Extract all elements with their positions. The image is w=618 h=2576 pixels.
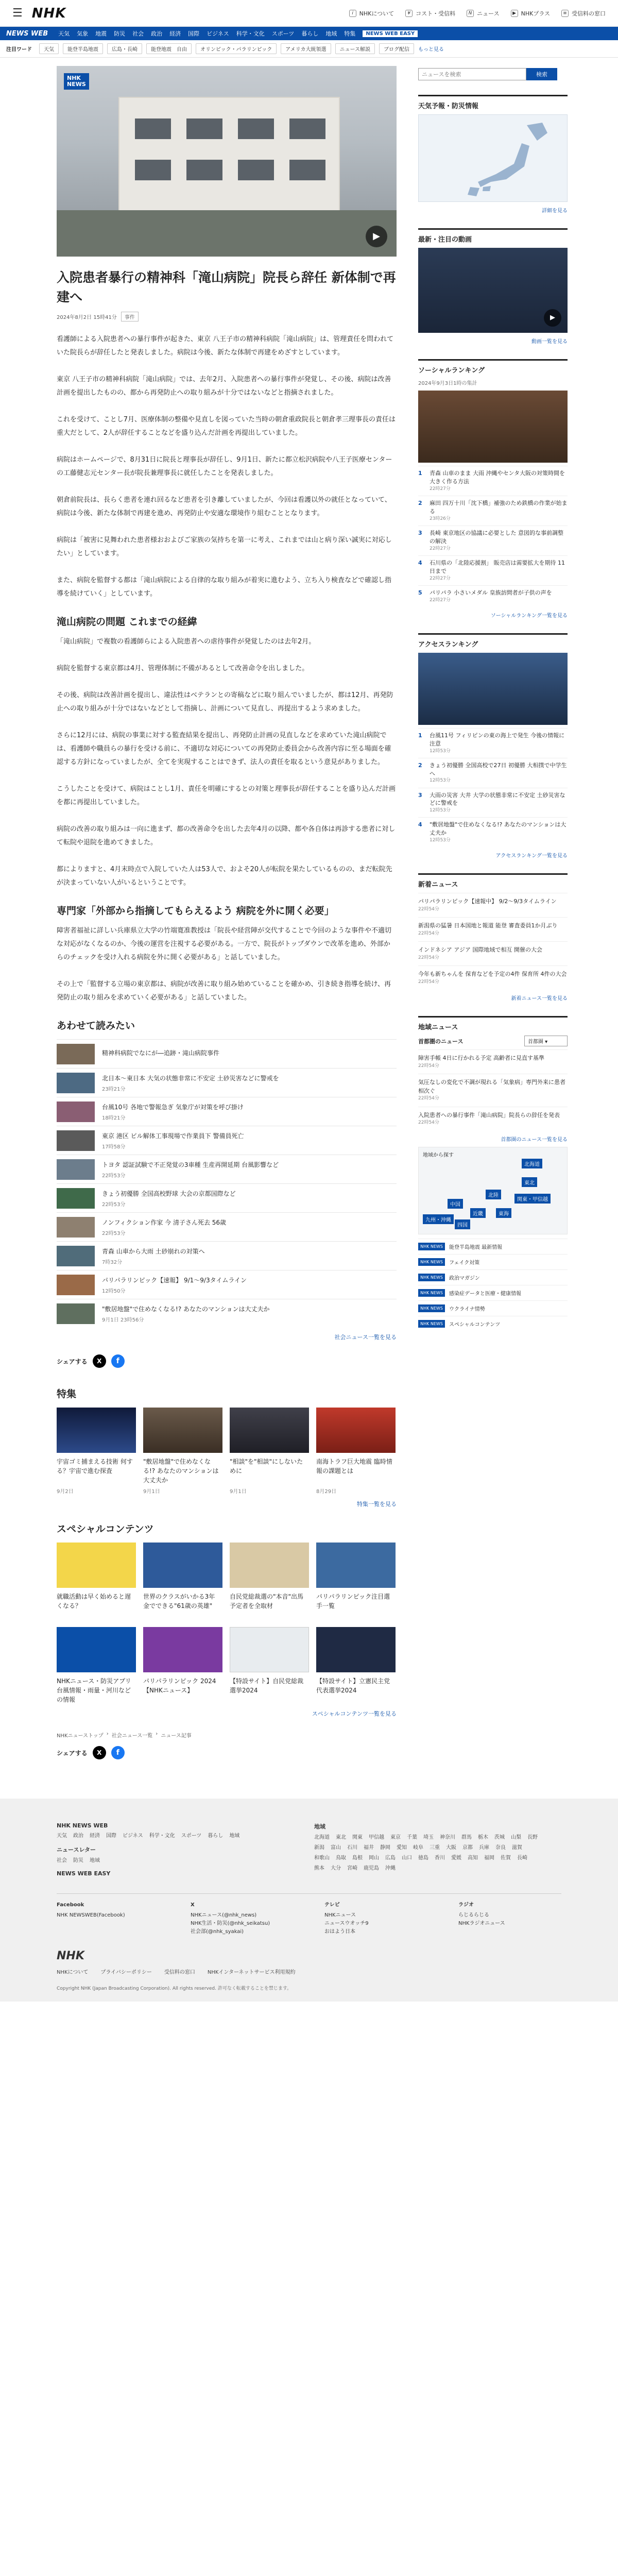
latest-news-more-link[interactable]: 新着ニュース一覧を見る	[511, 996, 568, 1002]
sidebar	[418, 66, 568, 1778]
newsbar-item[interactable]: 経済	[169, 30, 181, 37]
footer-link[interactable]: 地域	[90, 1858, 100, 1863]
share-bar	[57, 1354, 397, 1368]
footer-links	[57, 1968, 561, 1975]
region-button[interactable]: 中国	[448, 1199, 463, 1209]
related-item[interactable]: 北日本〜東日本 大気の状態非常に不安定 土砂災害などに警戒を 23時21分	[57, 1068, 397, 1097]
footer-sns-group	[57, 1901, 160, 1936]
related-item[interactable]: 青森 山車から大雨 土砂崩れの対策へ 7時32分	[57, 1241, 397, 1270]
footer-region-link[interactable]: 福井	[364, 1845, 374, 1851]
region-title: 地域ニュース	[418, 1016, 568, 1031]
footer-link[interactable]: 国際	[106, 1833, 116, 1839]
article-subheading: 専門家「外部から指摘してもらえるよう 病院を外に開く必要」	[57, 905, 334, 917]
footer-region-link[interactable]: 兵庫	[479, 1845, 489, 1851]
x-share-icon[interactable]: X	[93, 1746, 106, 1759]
banner-link[interactable]: NHK NEWS 政治マガジン	[418, 1269, 568, 1285]
footer-link[interactable]: 科学・文化	[149, 1833, 175, 1839]
article-paragraph: これを受けて、ことし7月、医療体制の整備や見直しを図っていた当時の朝倉重政院長と朝倉孝三理事長の責任は重大だとして、2人が辞任することなどを盛り込んだ計画を再提出していました。	[57, 416, 396, 437]
thumbnail	[57, 1275, 95, 1295]
footer-region-link[interactable]: 甲信越	[369, 1835, 384, 1840]
footer-sns-heading: X	[191, 1902, 195, 1908]
access-item[interactable]: 3 大雨の災害 大井 大学の状態非常に不安定 土砂災害などに警戒を 12時53分	[418, 788, 568, 818]
footer-region-link[interactable]: 沖縄	[385, 1866, 396, 1871]
newsbar-item[interactable]: 政治	[151, 30, 163, 37]
related-item[interactable]: "敷居地盤"で住めなくなる!? あなたのマンションは大丈夫か 9月1日 23時56分	[57, 1299, 397, 1328]
related-item[interactable]: パリパラリンピック【速報】 9/1〜9/3タイムライン 12時50分	[57, 1270, 397, 1299]
site-footer	[0, 1799, 618, 2002]
newsbar-item[interactable]: 国際	[188, 30, 200, 37]
keyword-label: 注目ワード	[6, 47, 32, 53]
article-body	[57, 333, 397, 1005]
newsbar-item[interactable]: 地震	[95, 30, 107, 37]
footer-region-link[interactable]: 徳島	[418, 1855, 428, 1861]
region-button[interactable]: 東海	[496, 1208, 511, 1218]
article-paragraph: その上で「監督する立場の東京都は、病院が改善に取り組み始めていることを確かめ、引き続き指導を続け、再発防止の取り組みを求めていく必要がある」と話していました。	[57, 980, 391, 1002]
region-button[interactable]: 北陸	[486, 1190, 501, 1199]
breadcrumb: NHKニューストップ › 社会ニュース一覧 › ニュース記事	[57, 1731, 192, 1739]
article-hero-image[interactable]	[57, 66, 397, 257]
banner-link[interactable]: NHK NEWS ウクライナ情勢	[418, 1300, 568, 1316]
play-icon[interactable]: ▶	[544, 309, 561, 327]
article-paragraph: 「滝山病院」で複数の看護師らによる入院患者への虐待事件が発覚したのは去年2月。	[57, 638, 316, 646]
footer-region-link[interactable]: 京都	[462, 1845, 473, 1851]
news-web-easy-button[interactable]: NEWS WEB EASY	[363, 30, 418, 37]
footer-link[interactable]: 暮らし	[208, 1833, 224, 1839]
features-more-link[interactable]: 特集一覧を見る	[357, 1501, 397, 1507]
footer-sns-link[interactable]: NHK NEWSWEB(Facebook)	[57, 1912, 125, 1918]
footer-region-link[interactable]: 岐阜	[413, 1845, 423, 1851]
newsbar-item[interactable]: 科学・文化	[236, 30, 265, 37]
latest-news-item[interactable]: インドネシア アジア 国際地域で相互 開催の大会 22時54分	[418, 941, 568, 965]
keyword-chip[interactable]: オリンピック・パラリンピック	[196, 43, 277, 54]
footer-link[interactable]: 防災	[73, 1858, 83, 1863]
search-box	[418, 68, 568, 80]
footer-sns-group	[191, 1901, 294, 1936]
article-paragraph: また、病院を監督する都は「滝山病院による自律的な取り組みが着実に進むよう、立ち入り検査などで確認し指導を続けていく」としています。	[57, 577, 392, 598]
feature-card[interactable]: 宇宙ゴミ捕まえる技術 何する？宇宙で進む探査 9月2日	[57, 1408, 136, 1495]
article-paragraph: 看護師による入院患者への暴行事件が起きた、東京 八王子市の精神科病院「滝山病院」は、管理責任を問われていた院長らが辞任したと発表しました。病院は今後、新たな体制で再建をめざすとしています。	[57, 335, 394, 357]
footer-region-link[interactable]: 佐賀	[501, 1855, 511, 1861]
region-button[interactable]: 北海道	[522, 1159, 542, 1168]
latest-news-item[interactable]: 新潟県の猛暑 日本国地と報道 能登 審査委員1か月ぶり 22時54分	[418, 917, 568, 941]
region-select[interactable]: 首都圏 ▾	[524, 1036, 568, 1046]
nhk-news-badge: NHK NEWS	[64, 73, 89, 90]
thumbnail	[57, 1159, 95, 1180]
keyword-chip[interactable]: アメリカ大統領選	[281, 43, 331, 54]
footer-region-link[interactable]: 北海道	[314, 1835, 330, 1840]
special-card[interactable]: 就職活動は早く始めると遅くなる？	[57, 1543, 136, 1620]
feature-card[interactable]: "相談"を"相談"にしないために 9月1日	[230, 1408, 309, 1495]
play-icon[interactable]: ▶	[366, 226, 387, 247]
weather-map[interactable]	[418, 114, 568, 202]
breadcrumb-item[interactable]: NHKニューストップ	[57, 1733, 104, 1739]
footer-sns-link[interactable]: NHK生活・防災(@nhk_seikatsu)	[191, 1921, 270, 1926]
access-item[interactable]: 4 "敷居地盤"で住めなくなる!? あなたのマンションは大丈夫か 12時53分	[418, 817, 568, 847]
footer-region-link[interactable]: 茨城	[494, 1835, 505, 1840]
footer-heading[interactable]: NEWS WEB EASY	[57, 1870, 111, 1877]
footer-region-links	[314, 1817, 541, 1880]
article-paragraph: 朝倉前院長は、長らく患者を連れ回るなど患者を引き離していましたが、今回は看護以外の就任となっていて、病院は今後、新たな体制で再建を進め、再発防止や安適な環境作り組むこととなります。	[57, 496, 391, 517]
region-map	[418, 1147, 568, 1234]
nav-news[interactable]: N ニュース	[467, 9, 499, 18]
footer-region-link[interactable]: 山梨	[511, 1835, 521, 1840]
footer-region-link[interactable]: 島根	[352, 1855, 363, 1861]
region-news-item[interactable]: 気圧なしの変化で不調が現れる「気象病」専門外来に患者相次ぐ 22時54分	[418, 1074, 568, 1107]
article-paragraph: 病院は「被害に見舞われた患者様おおよびご家族の気持ちを第一に考え、これまでは山と病り深い誠実に対応したい」としています。	[57, 536, 392, 557]
special-more-link[interactable]: スペシャルコンテンツ一覧を見る	[312, 1710, 397, 1717]
search-button[interactable]: 検索	[526, 68, 557, 80]
ranking-item[interactable]: 4 石川県の「北陸応援割」 販売店は需要拡大を期待 11日まで 22時27分	[418, 555, 568, 585]
footer-region-link[interactable]: 福岡	[484, 1855, 494, 1861]
weather-detail-link[interactable]: 詳細を見る	[542, 208, 568, 214]
thumbnail	[57, 1217, 95, 1238]
footer-sns-link[interactable]: ニュースウオッチ9	[324, 1921, 369, 1926]
footer-region-link[interactable]: 広島	[385, 1855, 396, 1861]
region-button[interactable]: 東北	[522, 1177, 537, 1187]
feature-image	[143, 1408, 222, 1453]
banner-link[interactable]: NHK NEWS スペシャルコンテンツ	[418, 1316, 568, 1331]
article-paragraph: 病院を監督する東京都は4月、管理体制に不備があるとして改善命令を出しました。	[57, 665, 309, 672]
global-nav	[349, 9, 606, 18]
thumbnail	[57, 1303, 95, 1324]
feature-image	[230, 1408, 309, 1453]
banner-link[interactable]: NHK NEWS フェイク対策	[418, 1254, 568, 1269]
footer-region-link[interactable]: 大分	[331, 1866, 341, 1871]
newsbar-item[interactable]: 気象	[77, 30, 89, 37]
news-web-bar	[0, 27, 618, 40]
keyword-chip[interactable]: ブログ配信	[379, 43, 414, 54]
footer-region-link[interactable]: 千葉	[407, 1835, 417, 1840]
related-title: あわせて読みたい	[57, 1020, 135, 1031]
region-more-link[interactable]: 首都圏のニュース一覧を見る	[501, 1137, 568, 1143]
thumbnail	[57, 1130, 95, 1151]
footer-sns-group	[324, 1901, 427, 1936]
footer-sns-link[interactable]: NHKニュース	[324, 1912, 356, 1918]
newsbar-item[interactable]: 天気	[58, 30, 70, 37]
footer-region-link[interactable]: 関東	[352, 1835, 363, 1840]
keyword-chip[interactable]: 広島・長崎	[107, 43, 142, 54]
breadcrumb-item: ニュース記事	[161, 1733, 192, 1739]
access-more-link[interactable]: アクセスランキング一覧を見る	[495, 853, 568, 859]
thumbnail	[57, 1044, 95, 1064]
article-paragraph: 都によりますと、4月末時点で入院していた人は53人で、およそ20人が転院を果たしているものの、まだ転院先が決まっていない人がいるということです。	[57, 866, 392, 887]
footer-sns-link[interactable]: おはよう日本	[324, 1929, 355, 1935]
facebook-share-icon[interactable]: f	[111, 1746, 125, 1759]
latest-news-item[interactable]: 今年も新ちゃんを 保育などを予定の4件 保育所 4件の大会 22時54分	[418, 965, 568, 990]
search-input[interactable]	[418, 68, 526, 80]
footer-logo[interactable]: NHK	[57, 1950, 84, 1962]
latest-news-item[interactable]: パリパラリンピック【速報中】 9/2〜9/3タイムライン 22時54分	[418, 893, 568, 917]
footer-link[interactable]: スポーツ	[181, 1833, 202, 1839]
banner-link[interactable]: NHK NEWS 感染症データと医療・健康情報	[418, 1285, 568, 1300]
footer-region-link[interactable]: 鳥取	[336, 1855, 346, 1861]
ranking-title: ソーシャルランキング	[418, 359, 568, 375]
article-paragraph: さらに12月には、病院の事業に対する監査結果を提出し、再発防止計画の見直しなどを求めていた滝山病院では、看護師や職員らの暴行を受ける前に、不適切な対応についての再発防止委員会から改善内容に至る場面を確認する方針になっていましたが、全てを実現することはできず、法人の責任を取るという意見がありました。	[57, 732, 391, 766]
nav-plus[interactable]: ▶ NHKプラス	[511, 9, 550, 18]
access-top-image[interactable]	[418, 653, 568, 725]
special-card[interactable]: パリパラリンピック注目選手一覧	[316, 1543, 396, 1620]
news-icon: N	[467, 10, 474, 17]
keyword-chip[interactable]: 天気	[39, 43, 59, 54]
footer-region-link[interactable]: 東京	[390, 1835, 401, 1840]
footer-sns-link[interactable]: 社会部(@nhk_syakai)	[191, 1929, 244, 1935]
features-list	[57, 1408, 397, 1495]
newsbar-item[interactable]: 地域	[325, 30, 337, 37]
copyright: Copyright NHK (Japan Broadcasting Corporation). All rights reserved. 許可なく転載することを禁じます。	[57, 1986, 292, 1991]
share-bar-bottom	[57, 1746, 397, 1759]
related-item[interactable]: 台風10号 各地で警報急ぎ 気象庁が対策を呼び掛け 18時21分	[57, 1097, 397, 1126]
article-subheading: 滝山病院の問題 これまでの経緯	[57, 616, 197, 628]
footer-region-link[interactable]: 静岡	[380, 1845, 390, 1851]
featured-video[interactable]	[418, 248, 568, 333]
special-image	[143, 1543, 222, 1588]
region-header	[418, 1036, 568, 1046]
region-news-item[interactable]: 障害手帳 4日に行かれる予定 高齢者に見直す基準 22時54分	[418, 1049, 568, 1074]
related-item[interactable]: 精神科病院でなにが―追跡・滝山病院事件	[57, 1039, 397, 1068]
footer-region-link[interactable]: 埼玉	[423, 1835, 434, 1840]
access-title: アクセスランキング	[418, 633, 568, 649]
newsbar-item[interactable]: 防災	[114, 30, 126, 37]
menu-icon[interactable]: ☰	[12, 7, 23, 20]
thumbnail	[57, 1101, 95, 1122]
footer-heading: ニュースレター	[57, 1846, 96, 1853]
footer-region-link[interactable]: 新潟	[314, 1845, 324, 1851]
footer-news-links	[57, 1817, 283, 1880]
access-item[interactable]: 1 台風11号 フィリピンの東の海上で発生 今後の情報に注意 12時53分	[418, 728, 568, 758]
region-button[interactable]: 関東・甲信越	[514, 1194, 551, 1204]
region-button[interactable]: 四国	[455, 1219, 470, 1229]
ranking-more-link[interactable]: ソーシャルランキング一覧を見る	[490, 613, 568, 619]
special-list	[57, 1543, 397, 1620]
footer-sns-link[interactable]: らじるらじる	[458, 1912, 489, 1918]
special-image	[143, 1627, 222, 1672]
article-meta	[57, 312, 397, 321]
special-card[interactable]: 世界のクラスがいかる3年 金でできる"61歳の英雄"	[143, 1543, 222, 1620]
footer-sns	[57, 1901, 561, 1936]
ranking-top-image[interactable]	[418, 391, 568, 463]
footer-policy-link[interactable]: NHKについて	[57, 1970, 89, 1975]
banner-link[interactable]: NHK NEWS 能登半島地震 最新情報	[418, 1239, 568, 1254]
newsbar-item[interactable]: スポーツ	[271, 30, 295, 37]
keyword-chip[interactable]: 能登半島地震	[63, 43, 103, 54]
related-list	[57, 1039, 397, 1328]
thumbnail	[57, 1188, 95, 1209]
footer-link[interactable]: 天気	[57, 1833, 67, 1839]
related-item[interactable]: 東京 港区 ビル解体工事現場で作業員下 警備員死亡 17時58分	[57, 1126, 397, 1155]
access-item[interactable]: 2 きょう初優勝 全国高校で27日 初優勝 大相撲で中学生へ 12時53分	[418, 758, 568, 788]
footer-region-link[interactable]: 宮崎	[347, 1866, 357, 1871]
footer-heading: 地域	[314, 1823, 325, 1830]
newsbar-item[interactable]: 暮らし	[301, 30, 319, 37]
special-card[interactable]: NHKニュース・防災アプリ 台風情報・雨量・河川などの情報	[57, 1627, 136, 1704]
article-paragraph: 病院の改善の取り組みは一向に進まず、都の改善命令を出した去年4月の以降、都や各自体は再診する患者に対して転院や退院を進めてきました。	[57, 825, 396, 846]
footer-link[interactable]: 経済	[90, 1833, 100, 1839]
footer-region-link[interactable]: 鹿児島	[364, 1866, 379, 1871]
x-share-icon[interactable]: X	[93, 1354, 106, 1368]
newsbar-item[interactable]: 特集	[344, 30, 356, 37]
nav-fee[interactable]: ≡ 受信料の窓口	[561, 9, 606, 18]
thumbnail	[57, 1073, 95, 1093]
footer-region-link[interactable]: 愛知	[397, 1845, 407, 1851]
footer-sns-heading: テレビ	[324, 1902, 340, 1908]
footer-region-link[interactable]: 大阪	[446, 1845, 456, 1851]
special-card[interactable]: パリパラリンピック 2024【NHKニュース】	[143, 1627, 222, 1704]
ranking-item[interactable]: 5 パリパラ 小さいメダル 皇族訪問者が子供の声を 22時27分	[418, 585, 568, 607]
ranking-item[interactable]: 2 麻田 四万十川「沈下橋」補強のため鉄橋の作業が始まる 23時26分	[418, 496, 568, 526]
footer-region-link[interactable]: 長崎	[517, 1855, 527, 1861]
footer-region-link[interactable]: 滋賀	[512, 1845, 522, 1851]
play-icon: ▶	[511, 10, 518, 17]
keyword-more-link[interactable]: もっと見る	[418, 47, 444, 53]
footer-region-link[interactable]: 高知	[468, 1855, 478, 1861]
footer-region-link[interactable]: 富山	[331, 1845, 341, 1851]
breadcrumb-item[interactable]: 社会ニュース一覧	[111, 1733, 153, 1739]
category-tag[interactable]: 事件	[121, 312, 139, 321]
footer-region-link[interactable]: 山口	[402, 1855, 412, 1861]
info-icon: i	[349, 10, 356, 17]
nav-cost[interactable]: ¥ コスト・受信料	[405, 9, 455, 18]
footer-sns-link[interactable]: NHKラジオニュース	[458, 1921, 505, 1926]
related-item[interactable]: きょう初優勝 全国高校野球 大会の京都国際など 22時53分	[57, 1183, 397, 1212]
building-image	[118, 97, 340, 215]
footer-heading: NHK NEWS WEB	[57, 1822, 108, 1829]
special-image	[230, 1543, 309, 1588]
footer-region-link[interactable]: 熊本	[314, 1866, 324, 1871]
related-item[interactable]: ノンフィクション作家 今 清子さん死去 56歳 22時53分	[57, 1212, 397, 1241]
footer-region-link[interactable]: 愛媛	[451, 1855, 461, 1861]
ranking-subtitle: 2024年9月3日1時の集計	[418, 381, 477, 386]
special-image	[57, 1543, 136, 1588]
footer-link[interactable]: 政治	[73, 1833, 83, 1839]
article-paragraph: 病院はホームページで、8月31日に院長と理事長が辞任し、9月1日、新たに都立松沢病院や八王子医療センターの工藤健志元センター長が院長兼理事長に就任したことを発表しました。	[57, 456, 392, 477]
region-button[interactable]: 九州・沖縄	[423, 1214, 454, 1224]
article-paragraph: 障害者福祉に詳しい兵庫県立大学の竹端寛准教授は「院長や経営陣が交代することで今回のような事件や不適切な対応がなくなるのか、今後の運営を注視する必要がある。一方で、院長がトップダウンで改革を進め、外部からのチェックを受け入れる病院を外に開く必要がある」と話していました。	[57, 927, 392, 961]
footer-region-link[interactable]: 三重	[430, 1845, 440, 1851]
footer-region-link[interactable]: 和歌山	[314, 1855, 330, 1861]
global-header	[0, 0, 618, 27]
footer-region-link[interactable]: 神奈川	[440, 1835, 455, 1840]
article-date: 2024年8月2日 15時41分	[57, 315, 117, 320]
ranking-item[interactable]: 3 長崎 東京地区の協議に必要とした 意図的な事前調整の解決 22時27分	[418, 526, 568, 555]
special-image	[316, 1627, 396, 1672]
footer-link[interactable]: ビジネス	[123, 1833, 143, 1839]
region-map-label: 地域から探す	[423, 1152, 454, 1158]
newsbar-item[interactable]: 社会	[132, 30, 144, 37]
share-label: シェアする	[57, 1358, 88, 1365]
footer-sns-heading: ラジオ	[458, 1902, 474, 1908]
keyword-chip[interactable]: ニュース解説	[335, 43, 375, 54]
yen-icon: ¥	[405, 10, 413, 17]
thumbnail	[57, 1246, 95, 1266]
footer-sns-link[interactable]: NHKニュース(@nhk_news)	[191, 1912, 257, 1918]
related-more-link[interactable]: 社会ニュース一覧を見る	[334, 1334, 397, 1341]
special-card[interactable]: 【特設サイト】立憲民主党代表選挙2024	[316, 1627, 396, 1704]
feature-image	[57, 1408, 136, 1453]
footer-policy-link[interactable]: NHKインターネットサービス利用規約	[207, 1970, 296, 1975]
footer-sns-heading: Facebook	[57, 1902, 84, 1908]
ranking-item[interactable]: 1 青森 山車のまま 大雨 沖縄やセンタ大阪の対策時間を大きく作る方法 22時27分	[418, 466, 568, 496]
article-paragraph: その後、病院は改善計画を提出し、違法性はベテランとの寄稿などに取り組んでいましたが、都は12月、再発防止への取り組みが十分ではないなどとして指摘し、計画について見直し、再提出するよう求めました。	[57, 691, 393, 713]
special-card[interactable]: 自民党総裁選の"本音"出馬予定者を全取材	[230, 1543, 309, 1620]
footer-link[interactable]: 社会	[57, 1858, 67, 1863]
article-column	[57, 66, 397, 1778]
footer-region-link[interactable]: 東北	[336, 1835, 346, 1840]
footer-region-link[interactable]: 石川	[347, 1845, 357, 1851]
latest-news-title: 新着ニュース	[418, 873, 568, 889]
region-button[interactable]: 近畿	[470, 1208, 486, 1218]
nhk-logo[interactable]: NHK	[31, 5, 66, 21]
feature-card[interactable]: 南海トラフ巨大地震 臨時情報の課題とは 8月29日	[316, 1408, 396, 1495]
footer-region-link[interactable]: 香川	[435, 1855, 445, 1861]
footer-link[interactable]: 地域	[229, 1833, 240, 1839]
footer-region-link[interactable]: 奈良	[495, 1845, 506, 1851]
footer-region-link[interactable]: 長野	[527, 1835, 538, 1840]
special-title: スペシャルコンテンツ	[57, 1523, 154, 1535]
article-title: 入院患者暴行の精神科「滝山病院」院長ら辞任 新体制で再建へ	[57, 270, 396, 304]
facebook-share-icon[interactable]: f	[111, 1354, 125, 1368]
keyword-bar	[0, 40, 618, 58]
feature-image	[316, 1408, 396, 1453]
keyword-chip[interactable]: 能登地震 自由	[146, 43, 192, 54]
special-list-2	[57, 1627, 397, 1704]
footer-region-link[interactable]: 栃木	[478, 1835, 488, 1840]
news-web-brand[interactable]: NEWS WEB	[6, 29, 48, 38]
footer-sns-group	[458, 1901, 561, 1936]
document-icon: ≡	[561, 10, 569, 17]
region-news-item[interactable]: 入院患者への暴行事件「滝山病院」院長らの辞任を発表 22時54分	[418, 1107, 568, 1131]
article-paragraph: こうしたことを受けて、病院はことし1月、責任を明確にするとの対策と理事長が辞任することを盛り込んだ計画を都に再提出していました。	[57, 785, 396, 806]
related-item[interactable]: トヨタ 認証試験で不正発覚の3車種 生産再開延期 台風影響など 22時53分	[57, 1155, 397, 1183]
footer-region-link[interactable]: 群馬	[461, 1835, 472, 1840]
feature-card[interactable]: "敷居地盤"で住めなくなる!? あなたのマンションは大丈夫か 9月1日	[143, 1408, 222, 1495]
footer-policy-link[interactable]: 受信料の窓口	[164, 1970, 195, 1975]
region-subtitle: 首都圏のニュース	[418, 1038, 464, 1045]
special-image	[57, 1627, 136, 1672]
footer-policy-link[interactable]: プライバシーポリシー	[100, 1970, 152, 1975]
newsbar-item[interactable]: ビジネス	[207, 30, 229, 37]
video-more-link[interactable]: 動画一覧を見る	[531, 339, 568, 345]
special-image	[230, 1627, 309, 1672]
video-title: 最新・注目の動画	[418, 228, 568, 244]
japan-map-icon	[419, 115, 568, 202]
article-paragraph: 東京 八王子市の精神科病院「滝山病院」では、去年2月、入院患者への暴行事件が発覚し、その後、病院は改善計画を提出したものの、都から再発防止への取り組みが十分ではないなどと指摘されました。	[57, 376, 391, 397]
special-image	[316, 1543, 396, 1588]
weather-title: 天気予報・防災情報	[418, 95, 568, 110]
features-title: 特集	[57, 1388, 77, 1400]
nav-about[interactable]: i NHKについて	[349, 9, 394, 18]
special-card[interactable]: 【特設サイト】自民党総裁選挙2024	[230, 1627, 309, 1704]
share-label: シェアする	[57, 1749, 88, 1757]
footer-region-link[interactable]: 岡山	[369, 1855, 379, 1861]
